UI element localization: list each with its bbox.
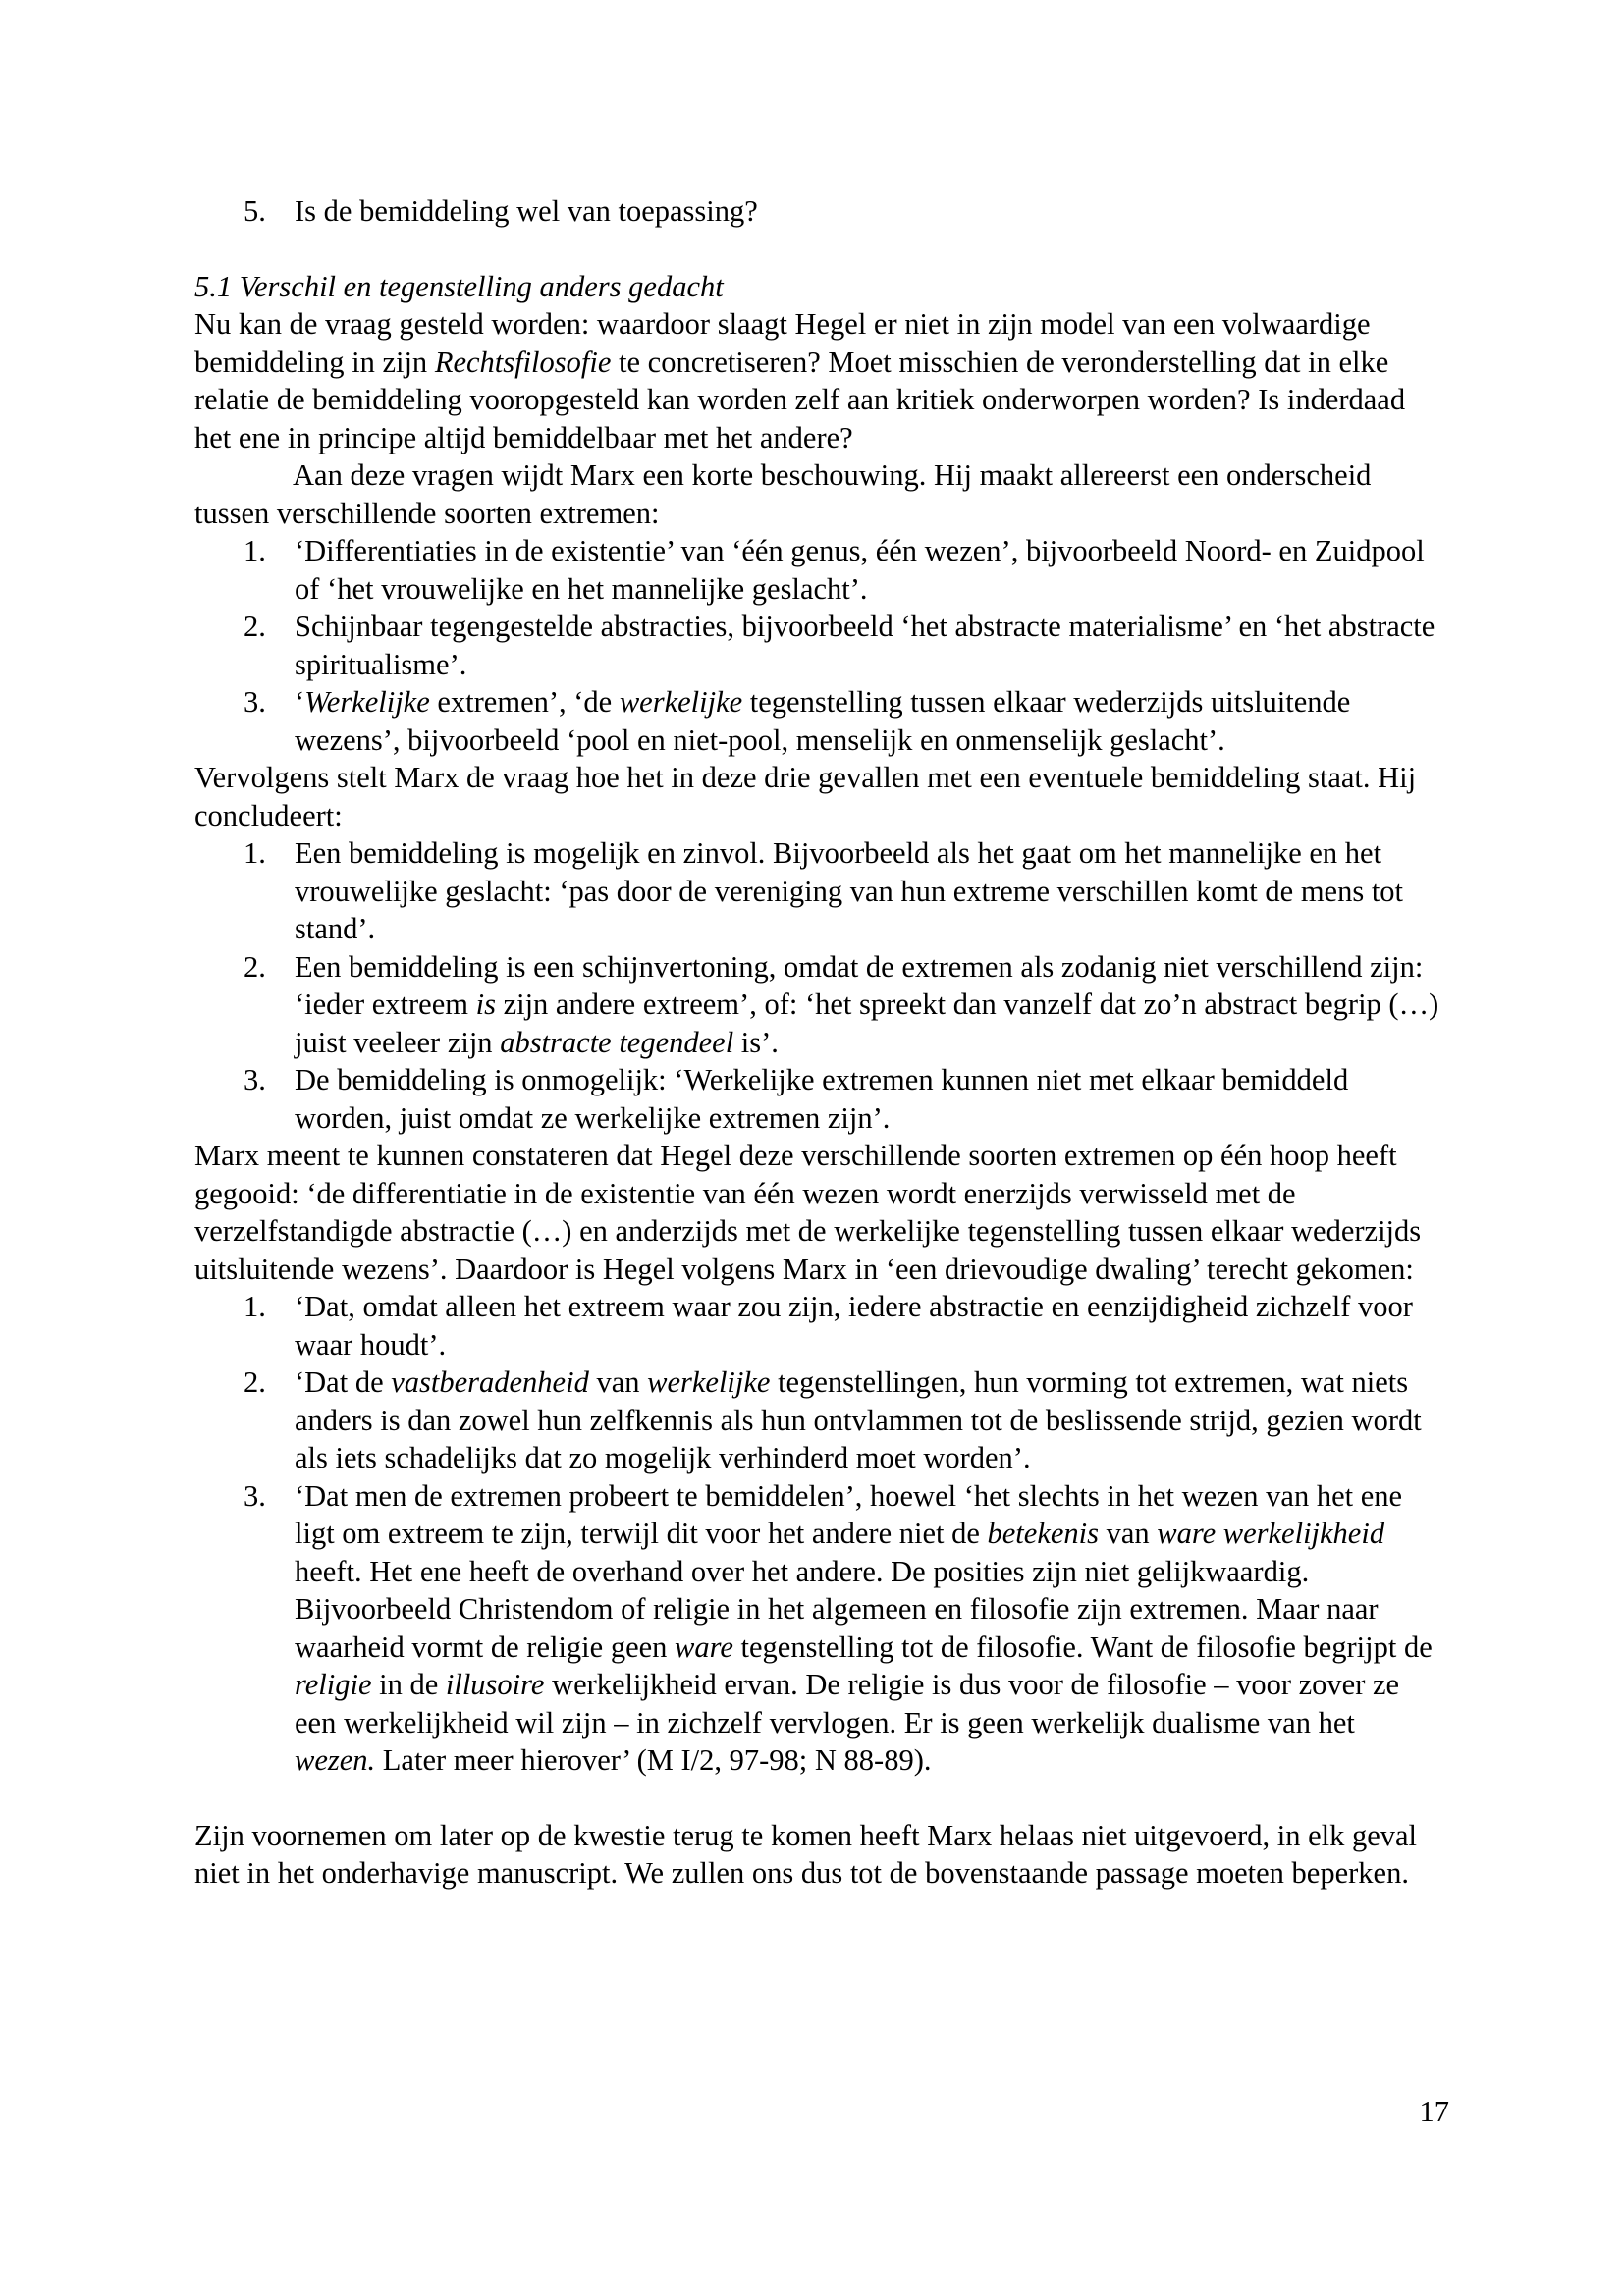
list-text bbox=[295, 685, 1350, 757]
list-text: Schijnbaar tegengestelde abstracties, bijvoorbeeld ‘het abstracte materialisme’ en ‘het abstracte spiritualisme’. bbox=[295, 610, 1435, 681]
list-question bbox=[194, 192, 1441, 231]
list-text bbox=[295, 950, 1438, 1059]
text-run: tegenstelling tussen elkaar wederzijds uitsluitende wezens’, bijvoorbeeld ‘pool en niet-pool, menselijk en onmenselijk geslacht’. bbox=[295, 685, 1351, 757]
list-item bbox=[194, 608, 1441, 683]
list-number: 1. bbox=[244, 534, 266, 567]
page-number: 17 bbox=[1419, 2095, 1449, 2128]
paragraph: Aan deze vragen wijdt Marx een korte beschouwing. Hij maakt allereerst een onderscheid tussen verschillende soorten extremen: bbox=[194, 458, 1372, 530]
italic-run: Werkelijke bbox=[304, 685, 430, 719]
text-run: is’. bbox=[733, 1025, 779, 1059]
list-item bbox=[194, 1363, 1441, 1477]
list-number: 2. bbox=[244, 1365, 266, 1399]
list-text: De bemiddeling is onmogelijk: ‘Werkelijke extremen kunnen niet met elkaar bemiddeld worden, juist omdat ze werkelijke extremen zijn’. bbox=[295, 1063, 1349, 1135]
text-run: extremen’, ‘de bbox=[429, 685, 620, 719]
text-run: tegenstellingen, hun vorming tot extremen, wat niets anders is dan zowel hun zelfkennis als hun ontvlammen tot de beslissende strijd, gezien wordt als iets schadelijks dat zo mogelijk verhinderd moet worden’. bbox=[295, 1365, 1422, 1474]
text-run: ‘ bbox=[295, 685, 305, 719]
italic-run: Rechtsfilosofie bbox=[434, 345, 612, 379]
list-text bbox=[295, 1365, 1422, 1474]
italic-run: ware bbox=[675, 1629, 733, 1664]
list-number: 1. bbox=[244, 1290, 266, 1323]
list-text: Een bemiddeling is mogelijk en zinvol. Bijvoorbeeld als het gaat om het mannelijke en het vrouwelijke geslacht: ‘pas door de vereniging van hun extreme verschillen komt de mens tot stand’. bbox=[295, 836, 1404, 945]
list-extremes bbox=[194, 532, 1441, 759]
text-run: tegenstelling tot de filosofie. Want de filosofie begrijpt de bbox=[732, 1629, 1433, 1664]
list-item bbox=[194, 1288, 1441, 1363]
list-number: 1. bbox=[244, 836, 266, 870]
paragraph: Vervolgens stelt Marx de vraag hoe het in deze drie gevallen met een eventuele bemiddeling staat. Hij concludeert: bbox=[194, 761, 1417, 832]
list-conclusions bbox=[194, 834, 1441, 1137]
text-run: in de bbox=[371, 1668, 446, 1701]
text-run: heeft. Het ene heeft de overhand over het andere. De posities zijn niet gelijkwaardig. Bijvoorbeeld Christendom of religie in het algemeen en filosofie zijn extremen. Maar naar waarheid vormt de religie geen bbox=[295, 1554, 1379, 1664]
italic-run: betekenis bbox=[987, 1517, 1099, 1550]
list-item bbox=[194, 1477, 1441, 1780]
list-item bbox=[194, 683, 1441, 759]
section-heading: 5.1 Verschil en tegenstelling anders gedacht bbox=[194, 269, 724, 303]
italic-run: werkelijke bbox=[619, 685, 743, 719]
list-text bbox=[295, 1479, 1433, 1778]
list-text: ‘Differentiaties in de existentie’ van ‘één genus, één wezen’, bijvoorbeeld Noord- en Zuidpool of ‘het vrouwelijke en het mannelijke geslacht’. bbox=[295, 534, 1425, 606]
list-item bbox=[194, 532, 1441, 608]
paragraph bbox=[194, 305, 1441, 456]
list-item bbox=[194, 948, 1441, 1062]
italic-run: abstracte tegendeel bbox=[500, 1025, 734, 1059]
text-run: zijn andere extreem’, of: ‘het spreekt dan vanzelf dat zo’n abstract begrip (…) juist veeleer zijn bbox=[295, 988, 1439, 1059]
italic-run: illusoire bbox=[445, 1668, 545, 1701]
list-text: ‘Dat, omdat alleen het extreem waar zou zijn, iedere abstractie en eenzijdigheid zichzelf voor waar houdt’. bbox=[295, 1290, 1413, 1362]
italic-run: werkelijke bbox=[647, 1365, 771, 1399]
text-run: ‘Dat men de extremen probeert te bemiddelen’, hoewel ‘het slechts in het wezen van het ene ligt om extreem te zijn, terwijl dit voor het andere niet de bbox=[295, 1478, 1403, 1550]
page-body bbox=[194, 192, 1441, 1893]
text-run: te concretiseren? Moet misschien de veronderstelling dat in elke relatie de bemiddeling vooropgesteld kan worden zelf aan kritiek onderworpen worden? Is inderdaad het ene in principe altijd bemiddelbaar met het andere? bbox=[194, 345, 1406, 454]
italic-run: ware werkelijkheid bbox=[1157, 1517, 1385, 1550]
list-item bbox=[194, 834, 1441, 948]
italic-run: religie bbox=[295, 1668, 372, 1701]
list-number: 2. bbox=[244, 610, 266, 643]
list-number: 3. bbox=[244, 685, 266, 719]
text-run: van bbox=[1098, 1517, 1158, 1550]
text-run: Een bemiddeling is een schijnvertoning, omdat de extremen als zodanig niet verschillend zijn: ‘ieder extreem bbox=[295, 949, 1424, 1021]
list-text: Is de bemiddeling wel van toepassing? bbox=[295, 194, 758, 228]
paragraph: Marx meent te kunnen constateren dat Hegel deze verschillende soorten extremen op één hoop heeft gegooid: ‘de differentiatie in de existentie van één wezen wordt enerzijds verwisseld met de verzelfstandigde abstractie (…) en anderzijds met de werkelijke tegenstelling tussen elkaar wederzijds uitsluitende wezens’. Daardoor is Hegel volgens Marx in ‘een drievoudige dwaling’ terecht gekomen: bbox=[194, 1139, 1422, 1286]
list-number: 5. bbox=[244, 194, 266, 228]
list-number: 3. bbox=[244, 1478, 266, 1513]
italic-run: wezen. bbox=[295, 1743, 376, 1777]
italic-run: is bbox=[475, 988, 496, 1021]
italic-run: vastberadenheid bbox=[391, 1365, 589, 1399]
list-number: 3. bbox=[244, 1063, 266, 1096]
list-errors bbox=[194, 1288, 1441, 1780]
text-run: Nu kan de vraag gesteld worden: waardoor slaagt Hegel er niet in zijn model van een volwaardige bemiddeling in zijn bbox=[194, 307, 1371, 379]
list-item bbox=[194, 192, 1441, 231]
list-number: 2. bbox=[244, 949, 266, 984]
list-item bbox=[194, 1061, 1441, 1137]
text-run: werkelijkheid ervan. De religie is dus voor de filosofie – voor zover ze een werkelijkheid wil zijn – in zichzelf vervlogen. Er is geen werkelijk dualisme van het bbox=[295, 1668, 1400, 1739]
paragraph: Zijn voornemen om later op de kwestie terug te komen heeft Marx helaas niet uitgevoerd, in elk geval niet in het onderhavige manuscript. We zullen ons dus tot de bovenstaande passage moeten beperken. bbox=[194, 1818, 1418, 1890]
text-run: Later meer hierover’ (M I/2, 97-98; N 88-89). bbox=[375, 1743, 932, 1777]
text-run: van bbox=[588, 1365, 648, 1399]
text-run: ‘Dat de bbox=[295, 1365, 392, 1399]
